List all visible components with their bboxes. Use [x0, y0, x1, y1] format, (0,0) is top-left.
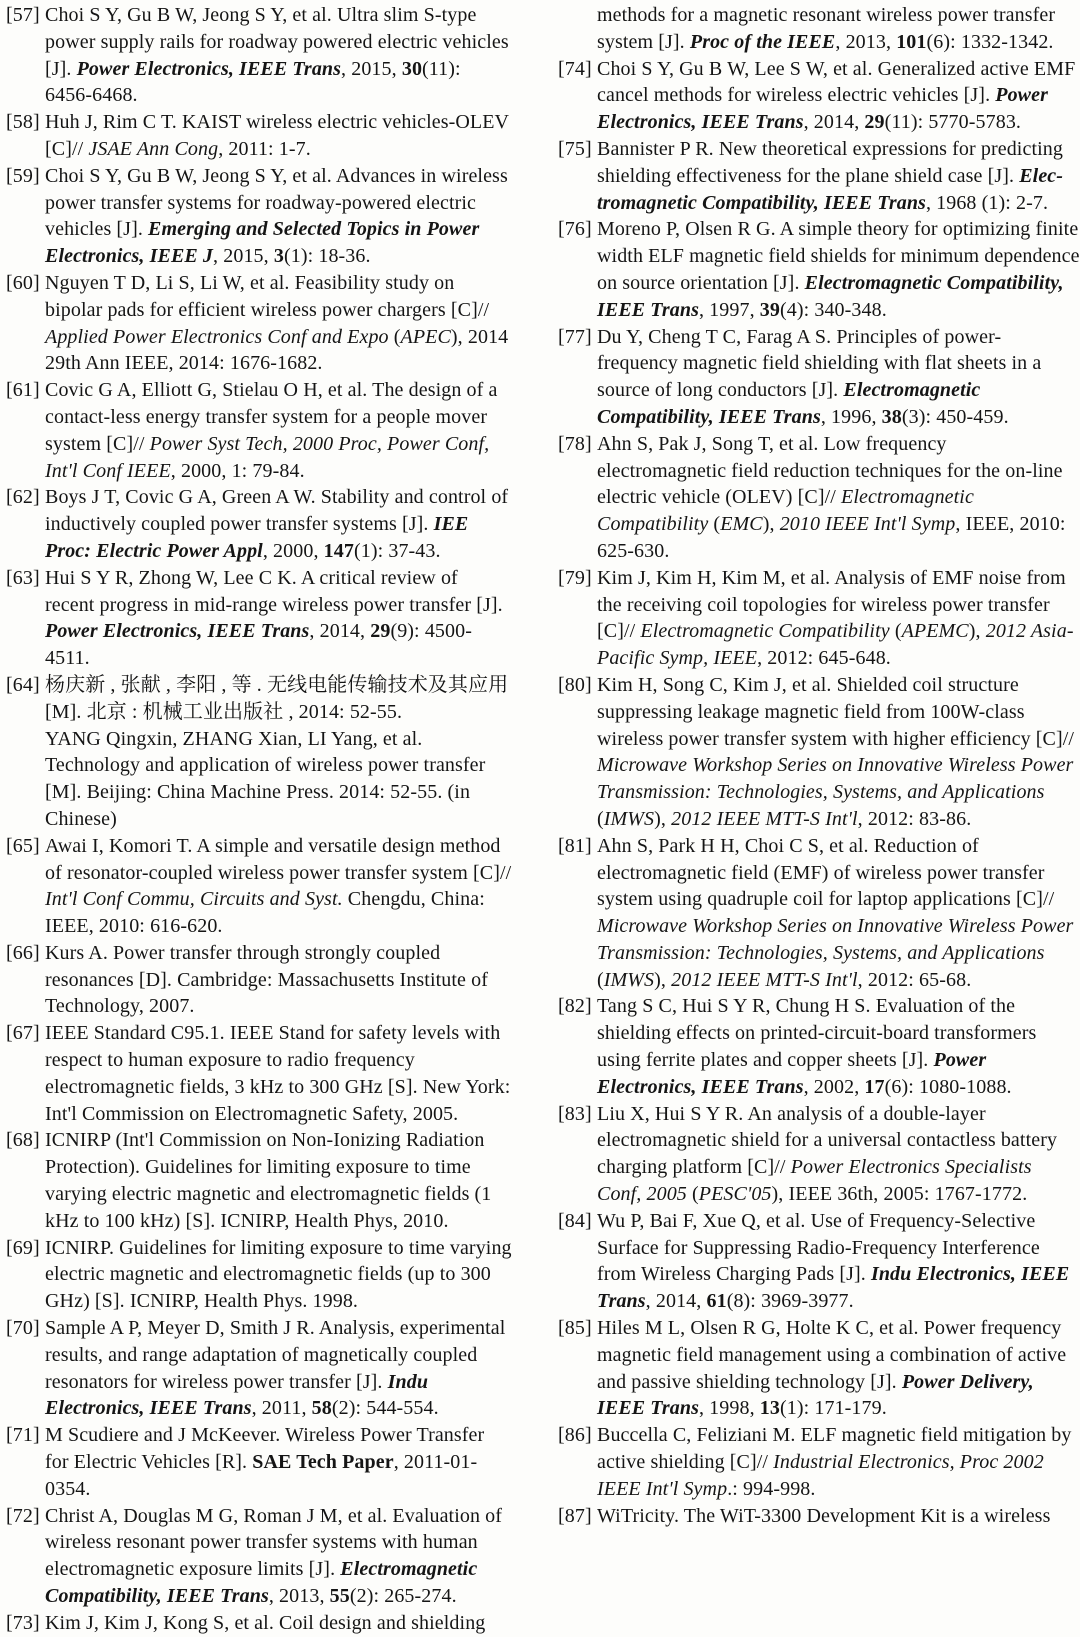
reference-text-segment: Power Electronics, IEEE Trans	[45, 620, 310, 643]
reference-number: [70]	[6, 1317, 40, 1340]
reference-entry	[6, 1503, 512, 1610]
reference-text-segment: Microwave Workshop Series on Innovative Wireless Power Transmission: Technologies, Systems, and Applications	[597, 754, 1074, 804]
reference-text-segment: , 2000,	[262, 539, 324, 562]
reference-entry	[6, 565, 512, 672]
reference-text-segment: Boys J T, Covic G A, Green A W. Stability and control of inductively coupled power transfer systems [J].	[45, 486, 509, 536]
reference-number: [74]	[558, 57, 592, 80]
reference-text-segment: Electromagnetic Compatibility	[640, 620, 890, 643]
reference-text-segment: IEEE Standard C95.1. IEEE Stand for safety levels with respect to human exposure to radio frequency electromagnetic fields, 3 kHz to 300 GHz [S]. New York: Int'l Commission on Electromagnetic Safety, 2005.	[45, 1022, 511, 1125]
reference-entry	[6, 833, 512, 940]
reference-text-segment: EMC	[720, 513, 763, 536]
reference-text-segment: (	[388, 325, 401, 348]
reference-text-segment: PESC'05	[698, 1183, 772, 1206]
reference-text-segment: (9): 4500-4511.	[45, 620, 472, 670]
reference-number: [72]	[6, 1504, 40, 1527]
reference-text-segment: IEE Proc: Electric Power Appl	[45, 513, 469, 562]
reference-text-segment: Power Syst Tech, 2000 Proc, Power Conf, Int'l Conf IEEE	[45, 432, 490, 482]
reference-text-segment: Tang S C, Hui S Y R, Chung H S. Evaluation of the shielding effects on printed-circuit-board transformers using ferrite plates and copper sheets [J].	[597, 995, 1037, 1072]
reference-text-segment: 38	[881, 405, 902, 428]
reference-entry	[6, 2, 512, 109]
reference-text-segment: Kim J, Kim H, Kim M, et al. Analysis of EMF noise from the receiving coil topologies for wireless power transfer [C]//	[597, 566, 1066, 643]
reference-column-left	[6, 2, 512, 1637]
reference-entry	[6, 109, 512, 163]
reference-text-segment: Du Y, Cheng T C, Farag A S. Principles of power-frequency magnetic field shielding with flat sheets in a source of long conductors [J].	[597, 325, 1042, 402]
reference-text-segment: Power Electronics, IEEE Trans	[597, 84, 1048, 134]
reference-text-segment: APEMC	[901, 620, 969, 643]
reference-text-segment: Awai I, Komori T. A simple and versatile design method of resonator-coupled wireless power transfer system [C]//	[45, 834, 512, 884]
reference-entry	[6, 1315, 512, 1422]
reference-text-segment: Int'l Conf Commu, Circuits and Syst.	[45, 888, 343, 911]
reference-entry	[558, 833, 1080, 994]
reference-text-segment: Emerging and Selected Topics in Power Electronics, IEEE J	[45, 218, 480, 268]
reference-text-segment: Bannister P R. New theoretical expressions for predicting shielding effectiveness for the plane shield case [J].	[597, 137, 1063, 187]
reference-text-segment: 29	[864, 111, 885, 134]
reference-number: [60]	[6, 271, 40, 294]
reference-text-segment: , 2012: 65-68.	[857, 968, 972, 991]
reference-number: [64]	[6, 673, 40, 696]
reference-text-segment: Microwave Workshop Series on Innovative Wireless Power Transmission: Technologies, Systems, and Applications	[597, 915, 1074, 964]
reference-entry	[6, 270, 512, 377]
reference-text-segment: 61	[706, 1290, 727, 1313]
reference-text-segment: Industrial Electronics, Proc 2002 IEEE Int'l Symp	[597, 1451, 1044, 1500]
reference-number: [83]	[558, 1102, 592, 1125]
reference-entry	[6, 1422, 512, 1502]
reference-number: [69]	[6, 1236, 40, 1259]
reference-entry	[558, 1503, 1080, 1530]
reference-text-segment: , 1997,	[698, 298, 760, 321]
reference-text-segment: 杨庆新 , 张献 , 李阳 , 等 . 无线电能传输技术及其应用 [M]. 北京 : 机械工业出版社 , 2014: 52-55.	[45, 673, 509, 723]
reference-entry	[558, 672, 1080, 833]
reference-text-segment: ), 2014 29th Ann IEEE, 2014: 1676-1682.	[45, 325, 509, 375]
reference-text-segment: 58	[311, 1397, 332, 1420]
reference-text-segment: 2010 IEEE Int'l Symp	[779, 513, 956, 536]
reference-text-segment: Indu Electronics, IEEE Trans	[45, 1370, 429, 1420]
reference-entry	[558, 993, 1080, 1100]
reference-number: [67]	[6, 1022, 40, 1045]
reference-text-segment: ),	[968, 620, 986, 643]
reference-text-segment: , 2014,	[309, 620, 371, 643]
reference-text-segment: (4): 340-348.	[779, 298, 887, 321]
reference-text-segment: Kim H, Song C, Kim J, et al. Shielded coil structure suppressing leakage magnetic field from 100W-class wireless power transfer system with higher efficiency [C]//	[597, 673, 1075, 750]
reference-text-segment: 147	[323, 539, 354, 562]
reference-text-segment: Power Electronics, IEEE Trans	[597, 1049, 987, 1098]
reference-entry	[6, 1610, 512, 1637]
reference-text-segment: , 2014,	[645, 1290, 707, 1313]
reference-text-segment: IMWS	[603, 807, 655, 830]
reference-number: [76]	[558, 218, 592, 241]
reference-text-segment: SAE Tech Paper	[252, 1451, 394, 1474]
reference-text-segment: 13	[759, 1397, 780, 1420]
reference-entry	[6, 940, 512, 1020]
reference-text-segment: methods for a magnetic resonant wireless power transfer system [J].	[597, 4, 1056, 53]
reference-entry-continuation	[558, 2, 1080, 56]
reference-number: [85]	[558, 1317, 592, 1340]
reference-text-segment: , 1996,	[820, 405, 882, 428]
reference-column-right	[558, 2, 1080, 1637]
reference-text-segment: 2012 IEEE MTT-S Int'l	[671, 968, 858, 991]
reference-text-segment: (	[597, 968, 604, 991]
reference-text-segment: (6): 1080-1088.	[884, 1075, 1012, 1098]
reference-entry	[6, 1235, 512, 1315]
reference-text-segment: , 2013,	[268, 1585, 330, 1608]
reference-text-segment: Covic G A, Elliott G, Stielau O H, et al. The design of a contact-less energy transfer system for a people mover system [C]//	[45, 379, 498, 455]
reference-number: [79]	[558, 566, 592, 589]
reference-entry	[6, 484, 512, 564]
reference-number: [57]	[6, 4, 40, 26]
reference-text-segment: ), IEEE 36th, 2005: 1767-1772.	[771, 1183, 1028, 1206]
reference-text-segment: (6): 1332-1342.	[926, 30, 1054, 53]
reference-text-segment: Liu X, Hui S Y R. An analysis of a double-layer electromagnetic shield for a universal contactless battery charging platform [C]//	[597, 1102, 1058, 1179]
reference-text-segment: ICNIRP. Guidelines for limiting exposure to time varying electric magnetic and electromagnetic fields (up to 300 GHz) [S]. ICNIRP, Health Phys. 1998.	[45, 1236, 512, 1313]
reference-text-segment: (	[686, 1183, 699, 1206]
reference-entry	[6, 1127, 512, 1234]
reference-text-segment: Power Delivery, IEEE Trans	[597, 1370, 1034, 1420]
reference-text-segment: 30	[401, 57, 423, 80]
reference-text-segment: Hui S Y R, Zhong W, Lee C K. A critical review of recent progress in mid-range wireless power transfer [J].	[45, 566, 503, 616]
reference-text-segment: Hiles M L, Olsen R G, Holte K C, et al. Power frequency magnetic field management using a combination of active and passive shielding technology [J].	[597, 1317, 1067, 1393]
reference-text-segment: WiTricity. The WiT-3300 Development Kit is a wireless	[597, 1504, 1051, 1527]
reference-text-segment: Kurs A. Power transfer through strongly coupled resonances [D]. Cambridge: Massachusetts Institute of Technology, 2007.	[45, 941, 488, 1018]
reference-text-segment: ),	[654, 968, 672, 991]
reference-text-segment: .: 994-998.	[727, 1477, 816, 1500]
reference-text-segment: Kim J, Kim J, Kong S, et al. Coil design and shielding	[45, 1611, 486, 1634]
reference-entry	[6, 163, 512, 270]
reference-text-segment: , 2002,	[803, 1075, 865, 1098]
reference-text-segment: JSAE Ann Cong	[88, 137, 219, 160]
reference-text-segment: , 2000, 1: 79-84.	[170, 459, 305, 482]
reference-text-segment: 2012 IEEE MTT-S Int'l	[671, 807, 858, 830]
reference-entry	[558, 216, 1080, 323]
reference-text-segment: (11): 5770-5783.	[884, 111, 1022, 134]
reference-text-segment: Electromagnetic Compatibility	[597, 486, 974, 536]
reference-number: [81]	[558, 834, 592, 857]
reference-number: [84]	[558, 1209, 592, 1232]
reference-text-segment: (1): 18-36.	[283, 245, 371, 268]
reference-text-segment: Nguyen T D, Li S, Li W, et al. Feasibility study on bipolar pads for efficient wireless power chargers [C]//	[45, 271, 490, 321]
reference-number: [61]	[6, 379, 40, 402]
reference-text-segment: Power Electronics, IEEE Trans	[76, 57, 342, 80]
reference-text-segment: Applied Power Electronics Conf and Expo	[45, 325, 389, 348]
reference-number: [62]	[6, 486, 40, 509]
reference-text-segment: Wu P, Bai F, Xue Q, et al. Use of Frequency-Selective Surface for Suppressing Radio-Frequency Interference from Wireless Charging Pads [J].	[597, 1209, 1040, 1286]
reference-text-segment: , 1998,	[698, 1397, 760, 1420]
reference-text-segment: 29	[370, 620, 391, 643]
reference-number: [87]	[558, 1504, 592, 1527]
reference-text-segment: Moreno P, Olsen R G. A simple theory for optimizing finite width ELF magnetic field shields for minimum dependence on source orientation [J].	[597, 218, 1080, 294]
reference-text-segment: Ahn S, Park H H, Choi C S, et al. Reduction of electromagnetic field (EMF) of wireless power transfer system using quadruple coil for laptop applications [C]//	[597, 834, 1055, 911]
reference-number: [75]	[558, 137, 592, 160]
reference-text-segment: Sample A P, Meyer D, Smith J R. Analysis, experimental results, and range adaptation of magnetically coupled resonators for wireless power transfer [J].	[45, 1317, 506, 1393]
reference-text-segment: , 1968 (1): 2-7.	[925, 191, 1049, 214]
reference-text-segment: , 2015,	[341, 57, 402, 80]
reference-text-segment: APEC	[400, 325, 451, 348]
reference-text-segment: (8): 3969-3977.	[726, 1290, 854, 1313]
reference-entry	[6, 672, 512, 833]
reference-text-segment: Electromagnetic Compatibility, IEEE Trans	[597, 271, 1064, 321]
reference-entry	[558, 431, 1080, 565]
reference-entry	[6, 377, 512, 484]
reference-number: [77]	[558, 325, 592, 348]
reference-text-segment: (11): 6456-6468.	[45, 57, 461, 107]
reference-number: [80]	[558, 673, 592, 696]
reference-text-segment: Choi S Y, Gu B W, Jeong S Y, et al. Advances in wireless power transfer systems for roadway-powered electric vehicles [J].	[45, 164, 508, 241]
reference-text-segment: Indu Electronics, IEEE Trans	[597, 1263, 1070, 1313]
reference-text-segment: 39	[759, 298, 780, 321]
reference-text-segment: (	[708, 513, 721, 536]
reference-text-segment: Electromagnetic Compatibility, IEEE Trans	[597, 379, 981, 428]
reference-number: [66]	[6, 941, 40, 964]
reference-text-segment: Chengdu, China: IEEE, 2010: 616-620.	[45, 888, 485, 938]
reference-entry	[558, 1315, 1080, 1422]
reference-text-segment: Power Electronics Specialists Conf, 2005	[597, 1156, 1032, 1206]
reference-entry	[558, 136, 1080, 216]
reference-text-segment: , 2011: 1-7.	[218, 137, 311, 160]
reference-text-segment: Choi S Y, Gu B W, Jeong S Y, et al. Ultra slim S-type power supply rails for roadway powered electric vehicles [J].	[45, 4, 509, 80]
reference-text-segment: , 2015,	[213, 245, 274, 268]
reference-text-segment: (1): 37-43.	[353, 539, 441, 562]
reference-entry	[6, 1020, 512, 1127]
reference-number: [59]	[6, 164, 40, 187]
reference-text-segment: Proc of the IEEE	[689, 30, 836, 53]
reference-text-segment: , 2012: 83-86.	[857, 807, 972, 830]
reference-number: [65]	[6, 834, 40, 857]
reference-entry	[558, 1208, 1080, 1315]
reference-text-segment: (2): 544-554.	[331, 1397, 439, 1420]
reference-text-segment: YANG Qingxin, ZHANG Xian, LI Yang, et al. Technology and application of wireless power transfer [M]. Beijing: China Machine Press. 2014: 52-55. (in Chinese)	[45, 727, 486, 830]
reference-text-segment: (3): 450-459.	[901, 405, 1009, 428]
reference-text-segment: Elec-tromagnetic Compatibility, IEEE Trans	[597, 164, 1064, 214]
reference-number: [78]	[558, 432, 592, 455]
reference-text-segment: IMWS	[603, 968, 655, 991]
reference-text-segment: Christ A, Douglas M G, Roman J M, et al. Evaluation of wireless resonant power transfer systems with human electromagnetic exposure limits [J].	[45, 1504, 503, 1581]
reference-text-segment: M Scudiere and J McKeever. Wireless Power Transfer for Electric Vehicles [R].	[45, 1424, 485, 1474]
reference-entry	[558, 565, 1080, 672]
reference-number: [63]	[6, 566, 40, 589]
reference-text-segment: (	[889, 620, 902, 643]
reference-number: [71]	[6, 1424, 40, 1447]
reference-entry	[558, 324, 1080, 431]
reference-number: [73]	[6, 1611, 40, 1634]
reference-text-segment: ICNIRP (Int'l Commission on Non-Ionizing Radiation Protection). Guidelines for limiting exposure to time varying electric magnetic and electromagnetic fields (1 kHz to 100 kHz) [S]. ICNIRP, Health Phys, 2010.	[45, 1129, 492, 1232]
reference-text-segment: (2): 265-274.	[349, 1585, 457, 1608]
reference-number: [82]	[558, 995, 592, 1018]
reference-text-segment: 55	[329, 1585, 350, 1608]
reference-text-segment: Electromagnetic Compatibility, IEEE Trans	[45, 1558, 478, 1608]
reference-text-segment: (	[597, 807, 604, 830]
reference-text-segment: 2012 Asia-Pacific Symp, IEEE	[597, 620, 1074, 670]
reference-entry	[558, 1101, 1080, 1208]
reference-text-segment: Ahn S, Pak J, Song T, et al. Low frequency electromagnetic field reduction techniques for the on-line electric vehicle (OLEV) [C]//	[597, 432, 1063, 509]
reference-entry	[558, 56, 1080, 136]
reference-text-segment: , 2013,	[835, 30, 897, 53]
reference-text-segment: (1): 171-179.	[779, 1397, 887, 1420]
reference-text-segment: , 2011,	[251, 1397, 312, 1420]
reference-text-segment: , 2012: 645-648.	[757, 647, 891, 670]
reference-entry	[558, 1422, 1080, 1502]
reference-text-segment: 101	[896, 30, 927, 53]
reference-text-segment: 17	[864, 1075, 885, 1098]
reference-text-segment: ),	[654, 807, 672, 830]
reference-text-segment: , 2014,	[803, 111, 865, 134]
reference-text-segment: Buccella C, Feliziani M. ELF magnetic field mitigation by active shielding [C]//	[597, 1424, 1072, 1474]
reference-text-segment: , IEEE, 2010: 625-630.	[597, 513, 1066, 562]
reference-text-segment: Choi S Y, Gu B W, Lee S W, et al. Generalized active EMF cancel methods for wireless electric vehicles [J].	[597, 57, 1076, 107]
reference-number: [58]	[6, 111, 40, 134]
reference-number: [68]	[6, 1129, 40, 1152]
reference-text-segment: , 2011-01-0354.	[45, 1451, 478, 1500]
reference-text-segment: Huh J, Rim C T. KAIST wireless electric vehicles-OLEV [C]//	[45, 111, 509, 160]
reference-text-segment: ),	[762, 513, 780, 536]
reference-number: [86]	[558, 1424, 592, 1447]
reference-text-segment: 3	[273, 245, 284, 268]
